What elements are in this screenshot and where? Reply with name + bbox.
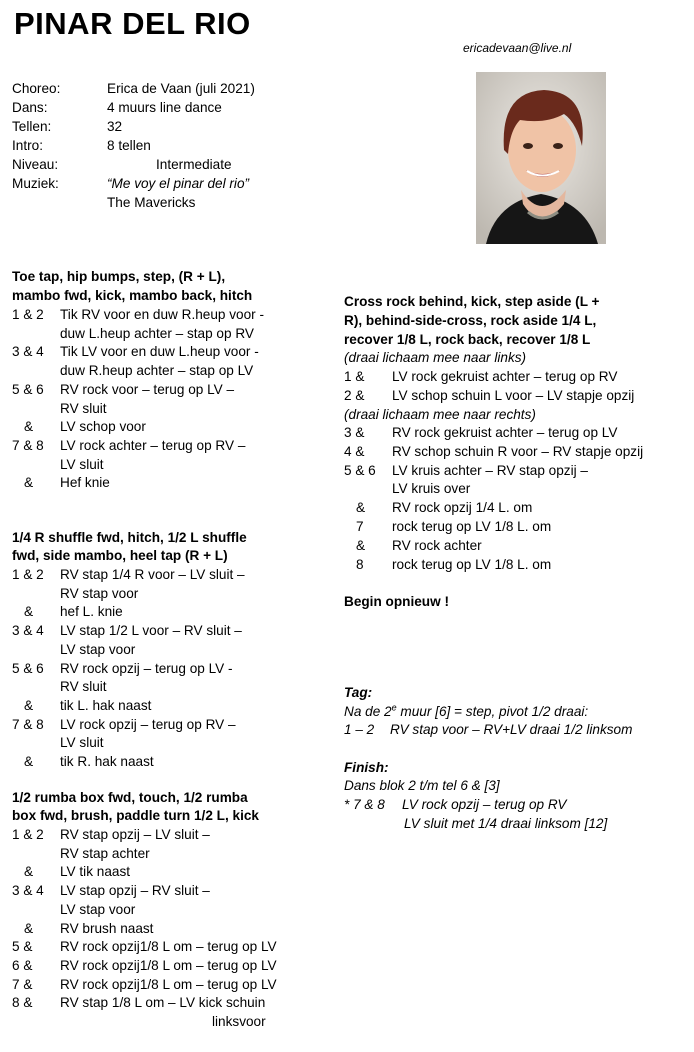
step-count: & (24, 604, 34, 620)
step-count: 8 & (12, 995, 33, 1011)
step-description: RV rock opzij1/8 L om – terug op LV (60, 939, 277, 955)
info-row-intro (12, 136, 151, 155)
info-value: 4 muurs line dance (107, 100, 222, 115)
step-description: hef L. knie (60, 604, 123, 620)
step-description: RV rock opzij – terug op LV - (60, 660, 233, 676)
step-description: linksvoor (212, 1014, 266, 1029)
info-row-choreo (12, 79, 255, 98)
step-description: RV stap 1/8 L om – LV kick schuin (60, 995, 266, 1011)
info-value: Erica de Vaan (juli 2021) (107, 81, 255, 96)
section-heading: 1/4 R shuffle fwd, hitch, 1/2 L shuffle (12, 530, 247, 545)
step-count: 3 & 4 (12, 883, 44, 899)
step-description: LV rock gekruist achter – terug op RV (392, 369, 618, 384)
step-description: LV rock achter – terug op RV – (60, 437, 246, 453)
step-description: RV rock opzij1/8 L om – terug op LV (60, 976, 277, 992)
step-description: RV stap 1/4 R voor – LV sluit – (60, 567, 245, 582)
step-count: 2 & (344, 388, 365, 403)
tag-superscript: e (391, 702, 397, 713)
finish-count: * 7 & 8 (344, 797, 385, 812)
section-heading: Toe tap, hip bumps, step, (R + L), (12, 269, 226, 284)
tag-count: 1 – 2 (344, 722, 375, 737)
step-description: LV sluit (60, 735, 104, 751)
info-label: Intro: (12, 138, 43, 153)
choreographer-photo (476, 72, 606, 244)
step-count: 7 (356, 519, 364, 534)
step-count: 1 & 2 (12, 307, 44, 322)
step-count: & (356, 537, 366, 553)
step-count: & (24, 475, 34, 491)
step-description: RV stap voor (60, 585, 139, 601)
section-heading: R), behind-side-cross, rock aside 1/4 L, (344, 313, 597, 328)
step-description: LV stap voor (60, 901, 136, 917)
step-description: LV stap opzij – RV sluit – (60, 883, 210, 899)
section-heading: box fwd, brush, paddle turn 1/2 L, kick (12, 808, 259, 823)
step-count: 1 & (344, 369, 365, 384)
email-address: ericadevaan@live.nl (463, 41, 572, 55)
info-label: Niveau: (12, 157, 59, 172)
step-description: LV sluit (60, 456, 104, 472)
step-description: LV schop schuin L voor – LV stapje opzij (392, 388, 635, 403)
step-description: RV rock achter (392, 537, 482, 553)
step-description: RV rock opzij1/8 L om – terug op LV (60, 957, 277, 973)
info-value: Intermediate (156, 157, 232, 172)
step-count: 1 & 2 (12, 827, 44, 842)
step-count: 3 & 4 (12, 623, 44, 639)
info-row-niveau (12, 155, 232, 174)
page-title: PINAR DEL RIO (14, 6, 251, 41)
step-description: RV stap achter (60, 845, 150, 861)
tag-label: Tag: (344, 685, 373, 700)
finish-label: Finish: (344, 760, 389, 775)
step-count: & (24, 864, 34, 880)
step-description: rock terug op LV 1/8 L. om (392, 556, 552, 572)
step-description: RV stap opzij – LV sluit – (60, 827, 210, 842)
info-label: Dans: (12, 100, 48, 115)
step-description: Tik RV voor en duw R.heup voor - (60, 307, 264, 322)
section-heading: fwd, side mambo, heel tap (R + L) (12, 548, 228, 563)
step-description: Tik LV voor en duw L.heup voor - (60, 344, 259, 360)
step-description: duw R.heup achter – stap op LV (60, 363, 254, 379)
step-count: & (356, 500, 366, 516)
step-count: & (24, 419, 34, 435)
info-label: Choreo: (12, 81, 61, 96)
step-count: 8 (356, 556, 364, 572)
info-row-muziek (12, 174, 249, 193)
section-note: (draai lichaam mee naar links) (344, 350, 527, 365)
step-count: 3 & 4 (12, 344, 44, 360)
step-count: & (24, 697, 34, 713)
section-heading: 1/2 rumba box fwd, touch, 1/2 rumba (12, 790, 248, 805)
step-description: RV rock voor – terug op LV – (60, 381, 235, 397)
tag-step: RV stap voor – RV+LV draai 1/2 linksom (390, 722, 633, 737)
step-count: & (24, 920, 34, 936)
step-description: RV rock gekruist achter – terug op LV (392, 425, 618, 440)
section-note: (draai lichaam mee naar rechts) (344, 407, 536, 422)
step-description: RV brush naast (60, 920, 154, 936)
step-count: 4 & (344, 443, 365, 459)
info-label: Muziek: (12, 176, 59, 191)
step-description: RV rock opzij 1/4 L. om (392, 500, 533, 516)
info-row-dans (12, 98, 222, 117)
step-description: LV kruis over (392, 481, 471, 497)
finish-line: Dans blok 2 t/m tel 6 & [3] (344, 778, 500, 793)
step-count: 5 & 6 (12, 381, 44, 397)
tag-line (344, 702, 588, 721)
step-description: Hef knie (60, 475, 110, 491)
step-count: 5 & 6 (12, 660, 44, 676)
step-count: 5 & (12, 939, 33, 955)
info-value: “Me voy el pinar del rio” (107, 176, 250, 191)
step-count: 7 & 8 (12, 716, 44, 732)
step-description: RV sluit (60, 679, 107, 695)
info-value: 8 tellen (107, 138, 151, 153)
step-description: LV rock opzij – terug op RV – (60, 716, 236, 732)
step-description: LV tik naast (60, 864, 131, 880)
artist-name: The Mavericks (107, 195, 196, 210)
tag-text: muur [6] = step, pivot 1/2 draai: (396, 704, 589, 719)
step-description: LV kruis achter – RV stap opzij – (392, 462, 588, 478)
step-description: duw L.heup achter – stap op RV (60, 325, 254, 341)
step-description: LV schop voor (60, 419, 146, 435)
step-count: 5 & 6 (344, 462, 376, 478)
step-count: 1 & 2 (12, 567, 44, 582)
step-description: tik R. hak naast (60, 754, 154, 769)
info-label: Tellen: (12, 119, 52, 134)
step-description: LV stap 1/2 L voor – RV sluit – (60, 623, 242, 639)
section-heading: recover 1/8 L, rock back, recover 1/8 L (344, 332, 591, 347)
section-heading: mambo fwd, kick, mambo back, hitch (12, 288, 253, 303)
step-count: 7 & 8 (12, 437, 44, 453)
finish-step: LV rock opzij – terug op RV (402, 797, 567, 812)
step-description: RV schop schuin R voor – RV stapje opzij (392, 443, 644, 459)
step-count: 7 & (12, 976, 33, 992)
section-heading: Cross rock behind, kick, step aside (L + (344, 294, 600, 309)
begin-again: Begin opnieuw ! (344, 594, 449, 609)
step-count: & (24, 754, 34, 769)
step-count: 6 & (12, 957, 33, 973)
step-description: RV sluit (60, 400, 107, 416)
info-row-tellen (12, 117, 122, 136)
step-description: tik L. hak naast (60, 697, 152, 713)
step-description: rock terug op LV 1/8 L. om (392, 519, 552, 534)
step-count: 3 & (344, 425, 365, 440)
tag-text: Na de 2 (344, 704, 392, 719)
info-value: 32 (107, 119, 123, 134)
finish-line: LV sluit met 1/4 draai linksom [12] (404, 816, 608, 831)
step-description: LV stap voor (60, 641, 136, 657)
